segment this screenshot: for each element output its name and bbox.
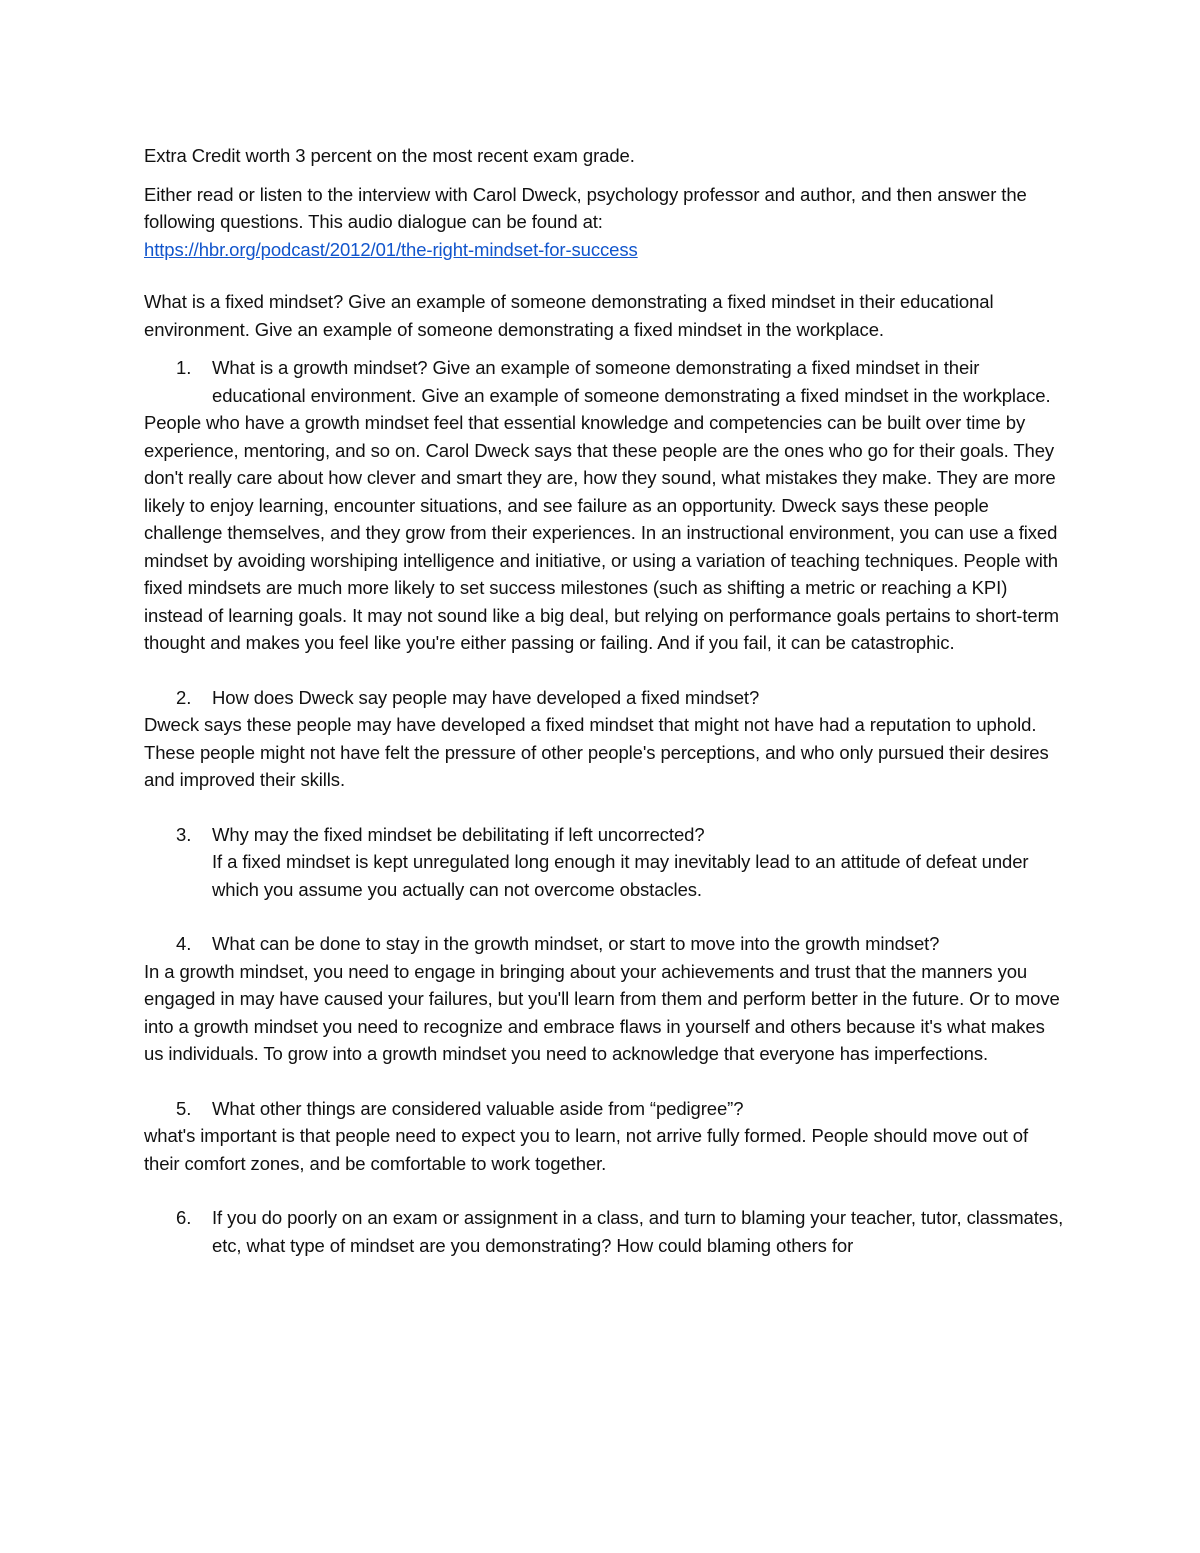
answer-5: what's important is that people need to expect you to learn, not arrive fully formed. People should move out of their comfort zones, and be comfortable to work together. [144, 1125, 1029, 1174]
question-5 [144, 1095, 1064, 1123]
question-6 [144, 1204, 1064, 1259]
podcast-link[interactable]: https://hbr.org/podcast/2012/01/the-right-mindset-for-success [144, 238, 638, 260]
question-text: What is a growth mindset? Give an example of someone demonstrating a fixed mindset in their educational environment. Give an example of someone demonstrating a fixed mindset in the workplace. [212, 357, 1051, 406]
question-3 [144, 821, 1064, 849]
question-text: Why may the fixed mindset be debilitating if left uncorrected? [212, 823, 705, 845]
question-text: How does Dweck say people may have developed a fixed mindset? [212, 686, 760, 708]
question-number: 5. [176, 1097, 192, 1119]
answer-3: If a fixed mindset is kept unregulated long enough it may inevitably lead to an attitude of defeat under which you assume you actually can not overcome obstacles. [212, 851, 1029, 900]
question-2 [144, 684, 1064, 712]
fixed-mindset-question: What is a fixed mindset? Give an example of someone demonstrating a fixed mindset in their educational environment. Give an example of someone demonstrating a fixed mindset in the workplace. [144, 291, 994, 340]
document-body [144, 142, 1064, 1259]
answer-2: Dweck says these people may have developed a fixed mindset that might not have had a reputation to uphold. These people might not have felt the pressure of other people's perceptions, and who only pursued their desires and improved their skills. [144, 714, 1049, 790]
podcast-link-line [144, 236, 1064, 264]
answer-4: In a growth mindset, you need to engage in bringing about your achievements and trust that the manners you engaged in may have caused your failures, but you'll learn from them and perform better in the future. Or to move into a growth mindset you need to recognize and embrace flaws in yourself and others because it's what makes us individuals. To grow into a growth mindset you need to acknowledge that everyone has imperfections. [144, 960, 1060, 1064]
question-4 [144, 930, 1064, 958]
intro-paragraph: Either read or listen to the interview with Carol Dweck, psychology professor and author, and then answer the following questions. This audio dialogue can be found at: [144, 183, 1027, 232]
document-title-line: Extra Credit worth 3 percent on the most recent exam grade. [144, 145, 635, 166]
question-number: 6. [176, 1207, 192, 1228]
question-number: 2. [176, 686, 192, 708]
question-number: 4. [176, 933, 192, 954]
question-1 [144, 354, 1064, 409]
question-text: What other things are considered valuable aside from “pedigree”? [212, 1097, 744, 1119]
question-text: If you do poorly on an exam or assignment in a class, and turn to blaming your teacher, tutor, classmates, etc, what type of mindset are you demonstrating? How could blaming others for [212, 1207, 1064, 1256]
question-number: 3. [176, 823, 192, 845]
question-text: What can be done to stay in the growth mindset, or start to move into the growth mindset? [212, 933, 940, 954]
question-number: 1. [176, 357, 192, 378]
answer-1: People who have a growth mindset feel that essential knowledge and competencies can be built over time by experience, mentoring, and so on. Carol Dweck says that these people are the ones who go for their goals. They don't really care about how clever and smart they are, how they sound, what mistakes they make. They are more likely to enjoy learning, encounter situations, and see failure as an opportunity. Dweck says these people challenge themselves, and they grow from their experiences. In an instructional environment, you can use a fixed mindset by avoiding worshiping intelligence and initiative, or using a variation of teaching techniques. People with fixed mindsets are much more likely to set success milestones (such as shifting a metric or reaching a KPI) instead of learning goals. It may not sound like a big deal, but relying on performance goals pertains to short-term thought and makes you feel like you're either passing or failing. And if you fail, it can be catastrophic. [144, 412, 1059, 653]
